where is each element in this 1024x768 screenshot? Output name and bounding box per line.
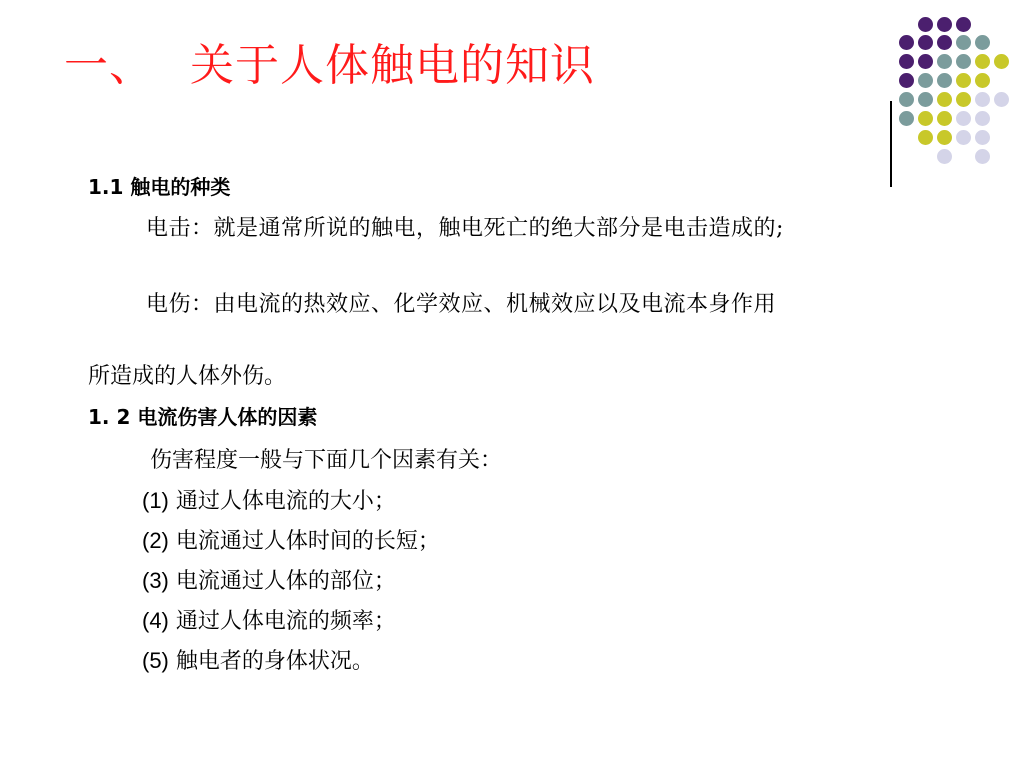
factor-number: (1): [142, 488, 169, 513]
dot-yellow: [918, 111, 933, 126]
dot-purple: [937, 35, 952, 50]
paragraph-electric-injury-text: 电伤：由电流的热效应、化学效应、机械效应以及电流本身作用: [146, 292, 777, 317]
dot-yellow: [975, 73, 990, 88]
dot-purple: [918, 54, 933, 69]
dot-lavender: [975, 130, 990, 145]
factor-text: 触电者的身体状况。: [175, 649, 374, 674]
dot-yellow: [956, 73, 971, 88]
section1-number: 1.1: [88, 175, 124, 199]
dot-purple: [899, 35, 914, 50]
dot-teal: [956, 54, 971, 69]
factor-list-item: [142, 488, 396, 515]
factor-list-item: [142, 528, 440, 555]
dot-yellow: [975, 54, 990, 69]
section2-heading: [88, 404, 317, 430]
section2-number: 1. 2: [88, 405, 131, 429]
dot-purple: [918, 17, 933, 32]
dot-lavender: [956, 130, 971, 145]
paragraph-electric-injury-continued: 所造成的人体外伤。: [88, 364, 287, 389]
dot-teal: [918, 92, 933, 107]
dot-yellow: [937, 92, 952, 107]
factor-number: (5): [142, 648, 169, 673]
dot-teal: [918, 73, 933, 88]
factor-list-item: [142, 608, 396, 635]
dot-teal: [937, 73, 952, 88]
dot-purple: [899, 73, 914, 88]
section2-title: 电流伤害人体的因素: [137, 405, 318, 429]
title-number: 一、: [64, 40, 154, 91]
factor-number: (4): [142, 608, 169, 633]
paragraph-electric-shock: [126, 214, 916, 244]
section1-heading: [88, 174, 230, 200]
dot-purple: [918, 35, 933, 50]
title-text: 关于人体触电的知识: [190, 40, 595, 91]
dot-teal: [899, 111, 914, 126]
factor-text: 电流通过人体时间的长短；: [175, 529, 440, 554]
section2-intro: 伤害程度一般与下面几个因素有关：: [150, 448, 503, 473]
factor-text: 通过人体电流的频率；: [175, 609, 396, 634]
dot-lavender: [975, 111, 990, 126]
dot-lavender: [956, 111, 971, 126]
dot-lavender: [937, 149, 952, 164]
dot-purple: [937, 17, 952, 32]
paragraph-electric-injury: [126, 290, 916, 320]
factor-list-item: [142, 648, 374, 675]
dot-lavender: [975, 92, 990, 107]
dot-teal: [899, 92, 914, 107]
dot-yellow: [994, 54, 1009, 69]
dot-teal: [937, 54, 952, 69]
dot-lavender: [975, 149, 990, 164]
slide-title: [64, 38, 595, 94]
paragraph-electric-shock-text: 电击：就是通常所说的触电，触电死亡的绝大部分是电击造成的;: [146, 216, 784, 241]
divider-line: [890, 101, 892, 187]
factor-text: 通过人体电流的大小；: [175, 489, 396, 514]
factor-text: 电流通过人体的部位；: [175, 569, 396, 594]
dot-yellow: [937, 130, 952, 145]
factor-number: (2): [142, 528, 169, 553]
dot-teal: [956, 35, 971, 50]
section1-title: 触电的种类: [130, 175, 231, 199]
dot-purple: [956, 17, 971, 32]
dot-teal: [975, 35, 990, 50]
dot-lavender: [994, 92, 1009, 107]
factor-list-item: [142, 568, 396, 595]
dot-yellow: [937, 111, 952, 126]
dot-yellow: [918, 130, 933, 145]
dot-yellow: [956, 92, 971, 107]
dot-purple: [899, 54, 914, 69]
decorative-dot-grid: [898, 10, 1018, 170]
factor-number: (3): [142, 568, 169, 593]
